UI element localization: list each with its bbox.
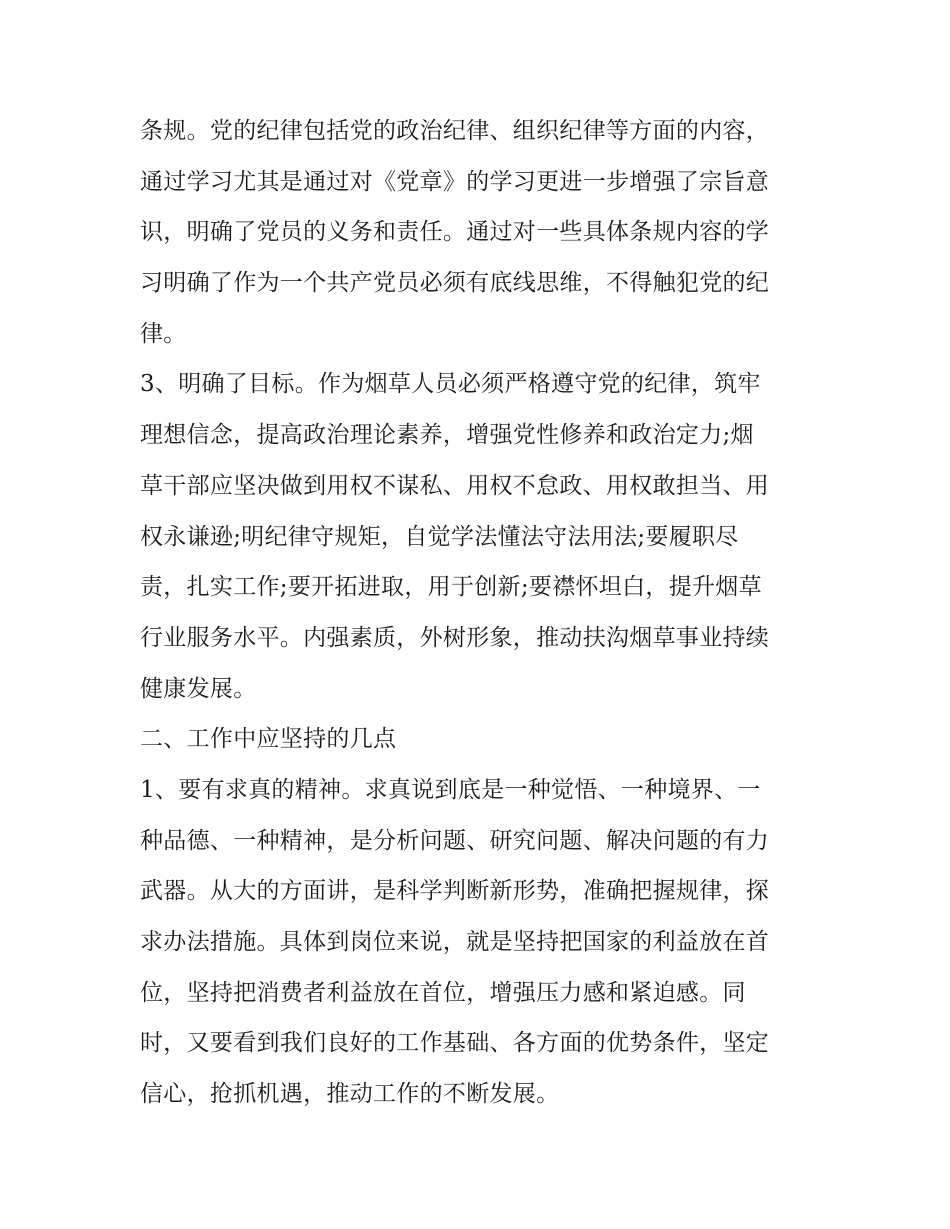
text-line: 健康发展。 (140, 675, 257, 702)
text-line: 武器。从大的方面讲，是科学判断新形势，准确把握规律，探 (140, 878, 770, 905)
document-body (140, 106, 812, 1120)
text-line: 条规。党的纪律包括党的政治纪律、组织纪律等方面的内容， (140, 118, 770, 144)
text-line: 权永谦逊;明纪律守规矩，自觉学法懂法守法用法;要履职尽 (140, 523, 739, 550)
text-line: 时，又要看到我们良好的工作基础、各方面的优势条件，坚定 (140, 1030, 770, 1057)
section-heading: 二、工作中应坚持的几点 (140, 726, 397, 753)
text-line: 责，扎实工作;要开拓进取，用于创新;要襟怀坦白，提升烟草 (140, 574, 762, 601)
text-line: 识，明确了党员的义务和责任。通过对一些具体条规内容的学 (140, 219, 770, 246)
text-line: 行业服务水平。内强素质，外树形象，推动扶沟烟草事业持续 (140, 624, 770, 651)
text-line: 位，坚持把消费者利益放在首位，增强压力感和紧迫感。同 (140, 979, 746, 1006)
text-line: 草干部应坚决做到用权不谋私、用权不怠政、用权敢担当、用 (140, 472, 770, 499)
text-line: 求办法措施。具体到岗位来说，就是坚持把国家的利益放在首 (140, 929, 770, 955)
text-line: 习明确了作为一个共产党员必须有底线思维，不得触犯党的纪 (140, 270, 770, 297)
text-line: 理想信念，提高政治理论素养，增强党性修养和政治定力;烟 (140, 422, 754, 449)
text-line: 信心，抢抓机遇，推动工作的不断发展。 (140, 1081, 560, 1108)
text-line: 3、明确了目标。作为烟草人员必须严格遵守党的纪律，筑牢 (140, 371, 761, 398)
text-line: 1、要有求真的精神。求真说到底是一种觉悟、一种境界、一 (140, 776, 761, 803)
text-line: 种品德、一种精神，是分析问题、研究问题、解决问题的有力 (140, 827, 770, 854)
text-line: 律。 (140, 320, 187, 347)
text-line: 通过学习尤其是通过对《党章》的学习更进一步增强了宗旨意 (140, 168, 770, 195)
